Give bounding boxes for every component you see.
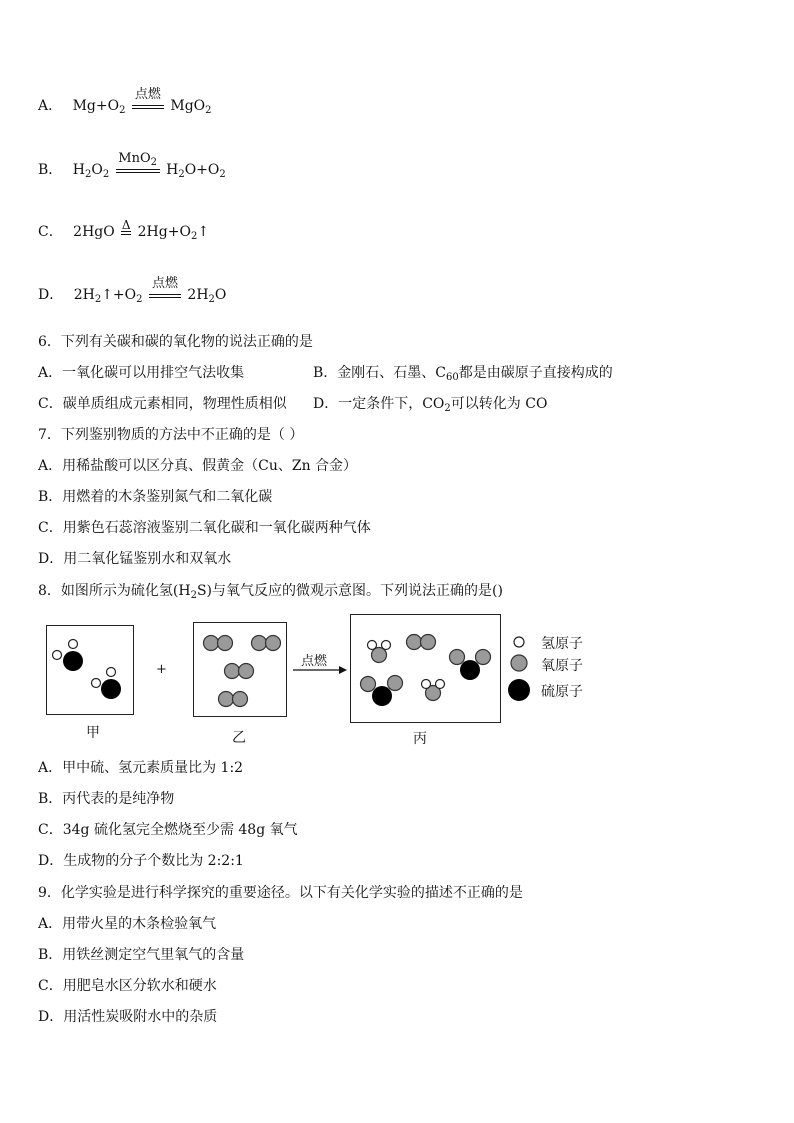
h2s-molecules	[47, 626, 133, 714]
q9-option-d[interactable]: D．用活性炭吸附水中的杂质	[38, 1009, 218, 1025]
equation: $H_2O_2$ MnO$_2$ $H_2O+O_2$	[72, 151, 226, 180]
q9-option-a[interactable]: A．用带火星的木条检验氧气	[38, 916, 217, 932]
oxygen-atom-icon	[511, 655, 527, 671]
arrow-condition: 点燃	[301, 654, 328, 669]
q9-stem: 9．化学实验是进行科学探究的重要途径。以下有关化学实验的描述不正确的是	[38, 885, 523, 901]
reaction-condition: Δ	[121, 229, 131, 235]
q6-option-a[interactable]: A．一氧化碳可以用排空气法收集	[38, 365, 245, 381]
box-label-bing: 丙	[413, 731, 427, 747]
q6-option-b[interactable]: B．金刚石、石墨、$C_{60}$都是由碳原子直接构成的	[313, 365, 613, 383]
reaction-condition: 点燃	[132, 103, 164, 109]
q7-option-a[interactable]: A．用稀盐酸可以区分真、假黄金（Cu、Zn 合金）	[38, 458, 358, 474]
equation: $Mg+O_2$ 点燃 MgO$_2$	[72, 87, 212, 116]
hydrogen-atom	[107, 668, 116, 677]
q5-option-c[interactable]	[38, 218, 210, 242]
option-label: D．	[38, 287, 64, 303]
hydrogen-atom	[69, 640, 78, 649]
q7-option-b[interactable]: B．用燃着的木条鉴别氮气和二氧化碳	[38, 489, 273, 505]
legend-sulfur: 硫原子	[541, 684, 583, 700]
box-reactant-o2	[193, 622, 287, 717]
q8-option-c[interactable]: C．34g 硫化氢完全燃烧至少需 48g 氧气	[38, 822, 298, 838]
sulfur-atom	[63, 651, 83, 671]
reaction-condition: 点燃	[149, 292, 181, 298]
equation: $2H_2↑+O_2$ 点燃 $2H_2O$	[73, 276, 227, 305]
option-label: B．	[38, 162, 63, 178]
sulfur-atom	[101, 679, 121, 699]
legend-oxygen: 氧原子	[541, 658, 583, 674]
q9-option-b[interactable]: B．用铁丝测定空气里氧气的含量	[38, 947, 245, 963]
product-molecules	[351, 615, 500, 722]
legend-icons	[508, 632, 540, 704]
q6-option-d[interactable]: D．一定条件下，$CO_2$可以转化为 CO	[313, 396, 548, 414]
q8-option-d[interactable]: D．生成物的分子个数比为 2:2:1	[38, 853, 244, 869]
q6-row-1	[38, 363, 613, 383]
option-label: A．	[38, 98, 63, 114]
option-label: C．	[38, 224, 63, 240]
hydrogen-atom	[92, 679, 101, 688]
q6-row-2	[38, 394, 548, 414]
q5-option-a[interactable]	[38, 87, 212, 116]
o2-molecules	[194, 623, 286, 716]
equation: 2HgO Δ $2Hg+O_2↑$	[73, 218, 210, 242]
q8-option-b[interactable]: B．丙代表的是纯净物	[38, 791, 175, 807]
q6-stem: 6．下列有关碳和碳的氧化物的说法正确的是	[38, 334, 313, 350]
hydrogen-atom	[53, 651, 62, 660]
reaction-arrow-icon	[292, 664, 348, 676]
q7-option-c[interactable]: C．用紫色石蕊溶液鉴别二氧化碳和一氧化碳两种气体	[38, 520, 371, 536]
reaction-condition: MnO$_2$	[116, 167, 160, 173]
box-label-jia: 甲	[86, 725, 100, 741]
box-products	[350, 614, 501, 723]
q6-option-c[interactable]: C．碳单质组成元素相同，物理性质相似	[38, 396, 287, 412]
q8-option-a[interactable]: A．甲中硫、氢元素质量比为 1:2	[38, 760, 244, 776]
box-label-yi: 乙	[232, 730, 246, 746]
q5-option-b[interactable]	[38, 151, 226, 180]
plus-sign: +	[156, 662, 167, 677]
q7-option-d[interactable]: D．用二氧化锰鉴别水和双氧水	[38, 551, 232, 567]
q5-option-d[interactable]	[38, 276, 227, 305]
box-reactant-h2s	[46, 625, 134, 715]
q7-stem: 7．下列鉴别物质的方法中不正确的是（ ）	[38, 427, 304, 443]
legend-hydrogen: 氢原子	[541, 636, 583, 652]
q9-option-c[interactable]: C．用肥皂水区分软水和硬水	[38, 978, 217, 994]
hydrogen-atom-icon	[514, 637, 524, 647]
sulfur-atom-icon	[508, 679, 530, 701]
q8-stem: 8．如图所示为硫化氢$(H_2S)$与氧气反应的微观示意图。下列说法正确的是()	[38, 583, 503, 601]
